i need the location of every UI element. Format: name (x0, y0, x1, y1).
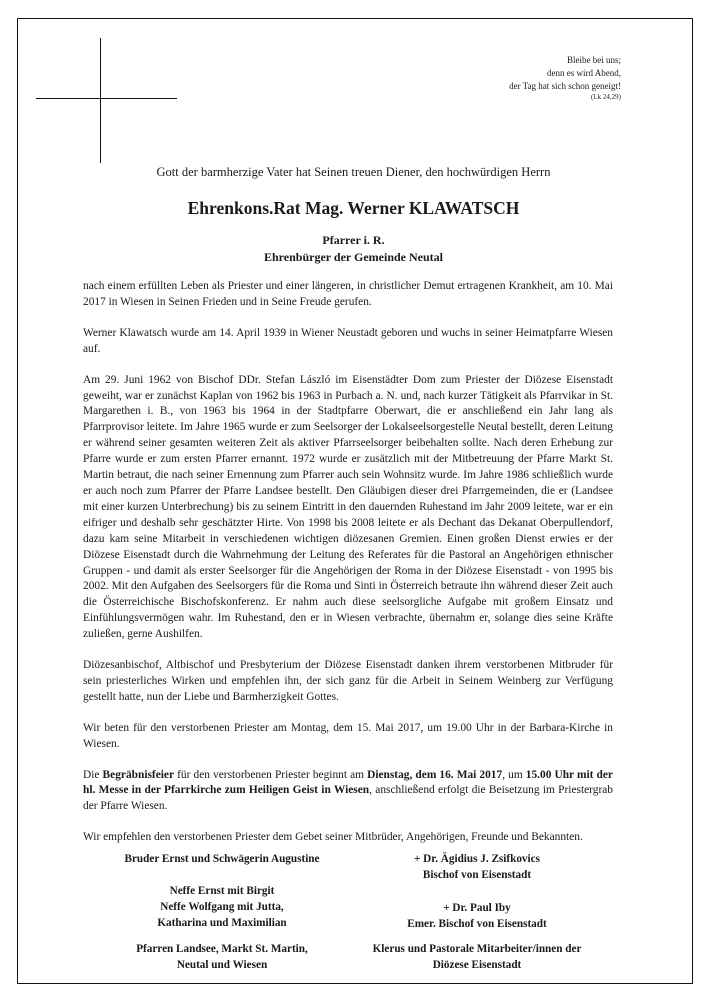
signature-line: Diözese Eisenstadt (432, 959, 522, 971)
funeral-label: Begräbnisfeier (102, 768, 175, 781)
bible-verse (401, 54, 621, 102)
paragraph-birth: Werner Klawatsch wurde am 14. April 1939 in Wiener Neustadt geboren und wuchs in seiner Heimatpfarre Wiesen auf. (83, 326, 613, 355)
funeral-text-2: für den verstorbenen Priester beginnt am (174, 768, 368, 781)
paragraph-death-notice: nach einem erfüllten Leben als Priester und einer längeren, in christlicher Demut ertragenen Krankheit, am 10. Mai 2017 in Wiesen in Seinen Frieden und in Seine Freude gerufen. (83, 280, 613, 308)
paragraph-funeral (83, 768, 613, 816)
signature-line: Neffe Ernst mit Birgit (169, 885, 275, 897)
paragraph-prayer: Wir beten für den verstorbenen Priester am Montag, dem 15. Mai 2017, um 19.00 Uhr in der Barbara-Kirche in Wiesen. (83, 721, 613, 750)
deceased-titles (0, 232, 707, 266)
signature-line: Pfarren Landsee, Markt St. Martin, (136, 943, 308, 955)
funeral-text-1: Die (83, 768, 103, 781)
paragraph-thanks: Diözesanbischof, Altbischof und Presbyterium der Diözese Eisenstadt danken ihrem verstorbenen Mitbruder für sein priesterliches Wirken und empfehlen ihn, der sich ganz für die Arbeit in Seinem Weinberg zur Verfügung gestellt hatte, nun der Liebe und Barmherzigkeit Gottes. (83, 659, 613, 703)
title-line-2: Ehrenbürger der Gemeinde Neutal (264, 250, 443, 264)
verse-line-3: der Tag hat sich schon geneigt! (509, 81, 621, 91)
signature-line: Emer. Bischof von Eisenstadt (407, 918, 547, 930)
signature-line: Neffe Wolfgang mit Jutta, (160, 901, 284, 913)
funeral-date: Dienstag, dem 16. Mai 2017 (367, 768, 503, 781)
signature-line: Bruder Ernst und Schwägerin Augustine (124, 853, 320, 865)
verse-line-2: denn es wird Abend, (547, 68, 621, 78)
verse-reference: (Lk 24,29) (591, 93, 621, 101)
verse-line-1: Bleibe bei uns; (567, 55, 621, 65)
cross-horizontal-bar (36, 98, 177, 99)
funeral-text-3: , um (502, 768, 526, 781)
signature-clergy (327, 941, 627, 973)
signature-line: + Dr. Ägidius J. Zsifkovics (414, 853, 540, 865)
intro-line: Gott der barmherzige Vater hat Seinen treuen Diener, den hochwürdigen Herrn (156, 165, 551, 179)
obituary-body (83, 279, 613, 861)
paragraph-biography: Am 29. Juni 1962 von Bischof DDr. Stefan László im Eisenstädter Dom zum Priester der Diözese Eisenstadt geweiht, war er zunächst Kaplan von 1962 bis 1963 in Purbach a. N. und, nach kurzer Tätigkeit als Pfarrvikar in St. Margarethen i. B., von 1963 bis 1964 in der Stadtpfarre Oberwart, die er anschließend ein Jahr lang als Pfarrprovisor leitete. Im Jahre 1965 wurde er zum Seelsorger der Lokalseelsorgestelle Neutal bestellt, deren Leitung er während seiner gesamten weiteren Zeit als aktiver Pfarrseelsorger beibehalten sollte. Nach deren Erhebung zur Pfarre wurde er zum ersten Pfarrer ernannt. 1972 wurde er zusätzlich mit der Mitbetreuung der Pfarre Markt St. Martin betraut, die nach seiner Ernennung zum Pfarrer auch sein Wohnsitz wurde. Im Jahre 1986 schließlich wurde er auch noch zum Pfarrer der Pfarre Landsee bestellt. Den Gläubigen dieser drei Pfarrgemeinden, die er (Landsee mit einer kurzen Unterbrechung) bis zu seinem Eintritt in den dauernden Ruhestand im Jahr 2009 leitete, war er ein eifriger und deshalb sehr geschätzter Hirte. Von 1998 bis 2008 leitete er als Dechant das Dekanat Oberpullendorf, dazu kam seine Mitarbeit in verschiedenen wichtigen diözesanen Gremien. Einen großen Dienst erwies er der Diözese Eisenstadt durch die Wahrnehmung der Leitung des Referates für die Pastoral an Angehörigen ethnischer Gruppen - und damit als erster Seelsorger für die Angehörigen der Roma in der Diözese Eisenstadt - von 1995 bis 2002. Mit den Aufgaben des Seelsorgers für die Roma und Sinti in Österreich betraute ihn während dieser Zeit auch die Österreichische Bischofskonferenz. Er nahm auch diese seelsorgliche Aufgabe mit großem Einsatz und Einfühlungsvermögen wahr. Im Ruhestand, den er in Wiesen verbrachte, übernahm er, solange dies seine Kräfte zuließen, gerne Aushilfen. (83, 373, 613, 641)
paragraph-recommendation: Wir empfehlen den verstorbenen Priester dem Gebet seiner Mitbrüder, Angehörigen, Freunde und Bekannten. (83, 831, 583, 844)
signature-bishop (327, 851, 627, 883)
signature-line: Klerus und Pastorale Mitarbeiter/innen der (372, 943, 582, 955)
signature-line: Bischof von Eisenstadt (422, 869, 532, 881)
signature-line: + Dr. Paul Iby (443, 902, 511, 914)
signature-emeritus-bishop (327, 900, 627, 932)
funeral-time-place: 15.00 Uhr mit der hl. Messe in der Pfarrkirche zum Heiligen Geist in Wiesen (83, 768, 613, 797)
deceased-name: Ehrenkons.Rat Mag. Werner KLAWATSCH (187, 198, 520, 218)
signature-line: Katharina und Maximilian (157, 917, 287, 929)
signature-line: Neutal und Wiesen (176, 959, 268, 971)
title-line-1: Pfarrer i. R. (322, 233, 385, 247)
funeral-text-4: , anschließend erfolgt die Beisetzung im Priestergrab der Pfarre Wiesen. (83, 784, 613, 813)
cross-vertical-bar (100, 38, 101, 163)
